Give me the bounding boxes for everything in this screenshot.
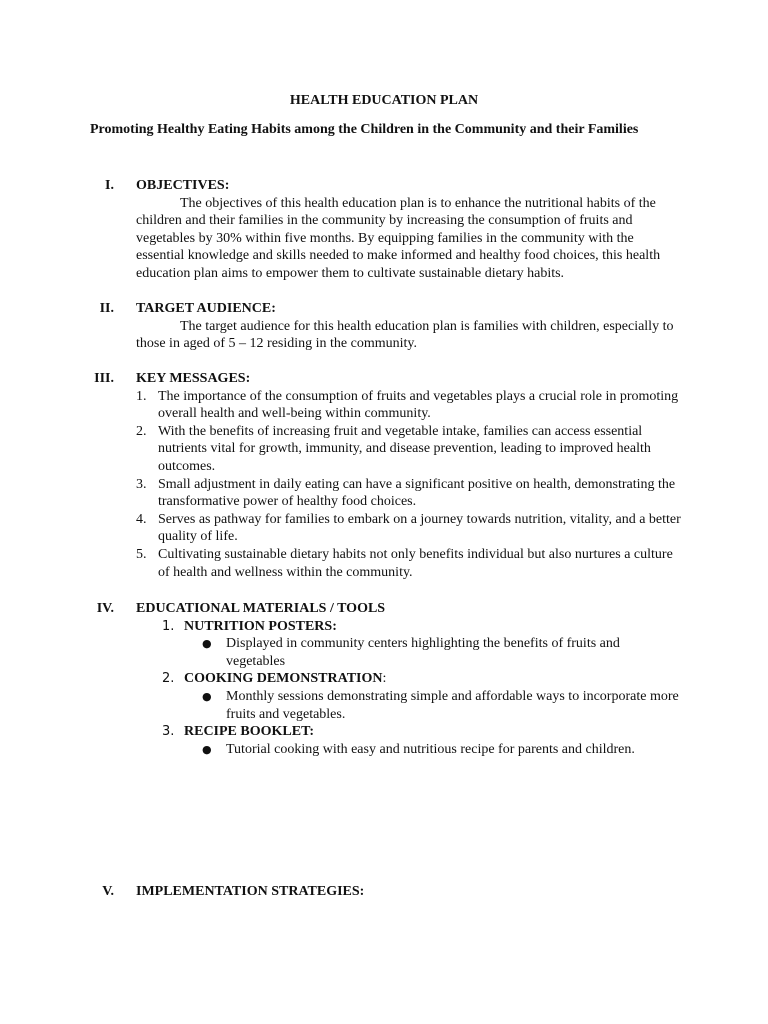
section-numeral: V.	[102, 884, 114, 899]
list-item-number: 4.	[136, 511, 147, 527]
list-item-text: Small adjustment in daily eating can have a significant positive on health, demonstrating the transformative power of healthy food choices.	[158, 476, 676, 510]
list-item-text: Cultivating sustainable dietary habits not only benefits individual but also nurtures a culture of health and wellness within the community.	[158, 546, 673, 580]
list-item	[136, 511, 681, 546]
tool-name: RECIPE BOOKLET:	[184, 724, 315, 740]
tool-name: NUTRITION POSTERS:	[184, 618, 337, 634]
section-numeral: II.	[99, 301, 114, 316]
tool-number: 1.	[162, 618, 175, 634]
list-item	[160, 635, 626, 670]
list-item-number: 2.	[136, 423, 147, 439]
list-item-text: The importance of the consumption of fruits and vegetables plays a crucial role in promoting overall health and well-being within community.	[158, 388, 679, 422]
list-item	[136, 476, 681, 511]
list-item	[136, 546, 681, 581]
tool-heading-cooking-demonstration	[160, 670, 700, 688]
list-item-text: Serves as pathway for families to embark on a journey towards nutrition, vitality, and a better quality of life.	[158, 511, 681, 545]
bullet-icon: ●	[202, 742, 212, 756]
document-subtitle: Promoting Healthy Eating Habits among the Children in the Community and their Families	[90, 122, 639, 137]
section-body-text: The objectives of this health education plan is to enhance the nutritional habits of the children and their families in the community by increasing the consumption of fruits and vegetables by 30% within five months. By equipping families in the community with the essential knowledge and skills needed to make informed and healthy food choices, this health education plan aims to empower them to cultivate sustainable dietary habits.	[136, 195, 661, 281]
list-item-number: 5.	[136, 546, 147, 562]
bullet-text: Displayed in community centers highlighting the benefits of fruits and vegetables	[226, 636, 620, 669]
bullet-text: Tutorial cooking with easy and nutritious recipe for parents and children.	[226, 741, 635, 757]
section-body-text: The target audience for this health education plan is families with children, especially to those in aged of 5 – 12 residing in the community.	[136, 318, 674, 352]
tool-suffix: :	[382, 671, 387, 687]
section-numeral: IV.	[96, 601, 114, 616]
key-messages-list	[136, 388, 681, 582]
tool-name: COOKING DEMONSTRATION	[184, 671, 383, 687]
list-item	[136, 423, 681, 476]
bullet-icon: ●	[202, 637, 212, 651]
section-numeral: I.	[105, 178, 114, 193]
bullet-text: Monthly sessions demonstrating simple and affordable ways to incorporate more fruits and vegetables.	[226, 688, 679, 722]
list-item	[160, 741, 686, 759]
tool-heading-nutrition-posters	[160, 618, 700, 636]
list-item-text: With the benefits of increasing fruit and vegetable intake, families can access essential nutrients vital for growth, immunity, and disease prevention, leading to improved health outcomes.	[158, 423, 651, 474]
tools-list	[160, 618, 700, 759]
section-heading: IMPLEMENTATION STRATEGIES:	[136, 884, 365, 899]
document-title: HEALTH EDUCATION PLAN	[289, 93, 479, 108]
tool-number: 2.	[162, 671, 175, 687]
list-item	[136, 388, 681, 423]
section-numeral: III.	[94, 371, 114, 386]
section-heading: TARGET AUDIENCE:	[136, 301, 276, 316]
list-item	[160, 688, 686, 723]
section-heading: OBJECTIVES:	[136, 178, 230, 193]
tool-heading-recipe-booklet	[160, 723, 700, 741]
list-item-number: 3.	[136, 476, 147, 492]
section-heading: EDUCATIONAL MATERIALS / TOOLS	[136, 601, 386, 616]
list-item-number: 1.	[136, 388, 147, 404]
bullet-icon: ●	[202, 689, 212, 703]
section-heading: KEY MESSAGES:	[136, 371, 251, 386]
tool-number: 3.	[162, 724, 175, 740]
